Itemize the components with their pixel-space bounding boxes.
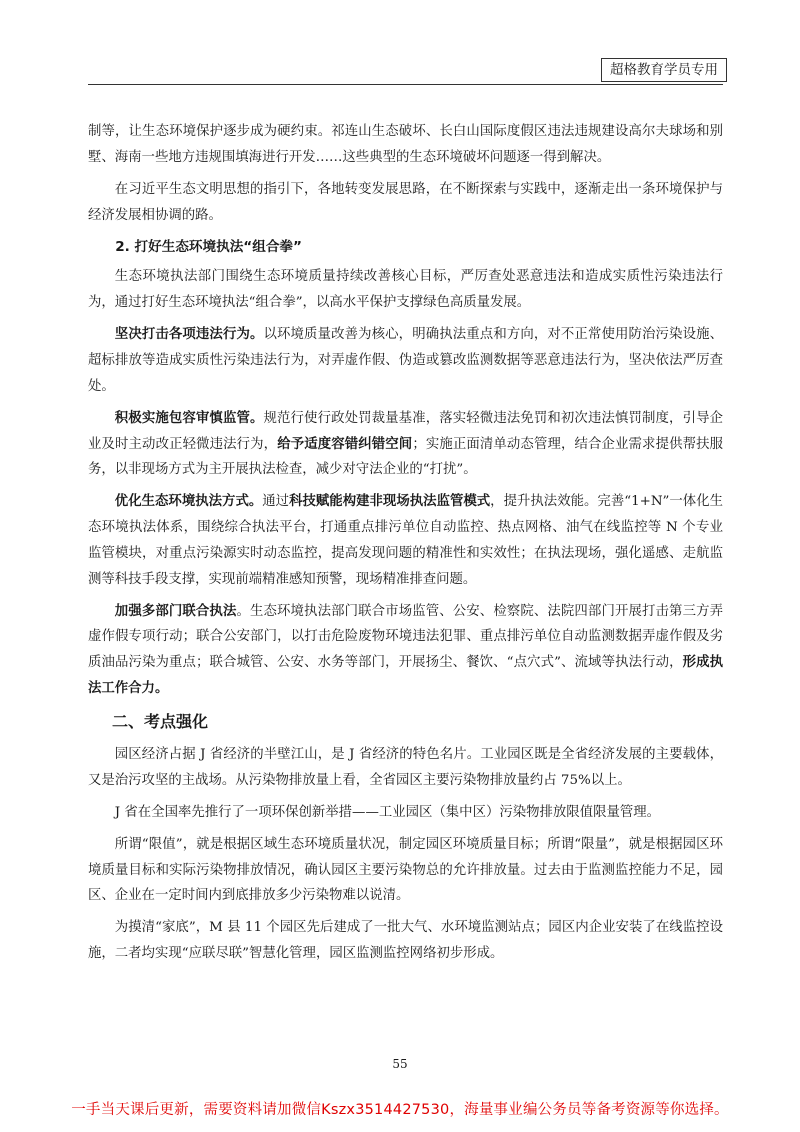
paragraph — [88, 406, 723, 483]
bold-lead: 坚决打击各项违法行为。 — [114, 327, 264, 343]
paragraph: 制等，让生态环境保护逐步成为硬约束。祁连山生态破坏、长白山国际度假区违法违规建设高尔夫球场和别墅、海南一些地方违规围填海进行开发……这些典型的生态环境破坏问题逐一得到解决。 — [88, 124, 723, 165]
paragraph: 生态环境执法部门围绕生态环境质量持续改善核心目标，严厉查处恶意违法和造成实质性污染违法行为，通过打好生态环境执法“组合拳”，以高水平保护支撑绿色高质量发展。 — [88, 269, 723, 311]
paragraph-text: 通过 — [262, 494, 290, 510]
paragraph-text: ，提升执法效能。完善“1+N”一体化生态环境执法体系，围绕综合执法平台，打通重点排污单位自动监控、热点网格、油气在线监控等 N 个专业监管模块，对重点污染源实时动态监控，提高发现问题的精准性和实效性；在执法现场，强化遥感、走航监测等科技手段支撑，实现前端精准感知预警，现场精准排查问题。 — [88, 494, 724, 587]
paragraph-text: ；实施正面清单动态管理，结合企业需求提供帮扶服务，以非现场方式为主开展执法检查，减少对守法企业的“打扰”。 — [88, 436, 724, 478]
part-heading: 二、考点强化 — [112, 712, 209, 732]
header-label: 超格教育学员专用 — [601, 58, 727, 82]
paragraph: 园区经济占据 J 省经济的半壁江山，是 J 省经济的特色名片。工业园区既是全省经济发展的主要载体，又是治污攻坚的主战场。从污染物排放量上看，全省园区主要污染物排放量约占 75%以上。 — [88, 747, 723, 788]
paragraph: 所谓“限值”，就是根据区域生态环境质量状况，制定园区环境质量目标；所谓“限量”，就是根据园区环境质量目标和实际污染物排放情况，确认园区主要污染物总的允许排放量。过去由于监测监控能力不足，园区、企业在一定时间内到底排放多少污染物难以说清。 — [88, 836, 723, 904]
paragraph: 为摸清“家底”，M 县 11 个园区先后建成了一批大气、水环境监测站点；园区内企业安装了在线监控设施，二者均实现“应联尽联”智慧化管理，园区监测监控网络初步形成。 — [88, 920, 723, 962]
paragraph — [88, 322, 723, 399]
bold-phrase: 科技赋能构建非现场执法监管模式 — [289, 494, 491, 510]
footer-note: 一手当天课后更新，需要资料请加微信Kszx3514427530，海量事业编公务员等备考资源等你选择。 — [71, 1102, 729, 1118]
paragraph-text: 以环境质量改善为核心，明确执法重点和方向，对不正常使用防治污染设施、超标排放等造成实质性污染违法行为，对弄虚作假、伪造或篡改监测数据等恶意违法行为，坚决依法严厉查处。 — [88, 327, 723, 394]
section-heading: 2. 打好生态环境执法“组合拳” — [115, 238, 302, 255]
bold-phrase: 形成执法工作合力。 — [88, 655, 723, 697]
bold-lead: 加强多部门联合执法 — [114, 603, 237, 619]
bold-lead: 优化生态环境执法方式。 — [114, 494, 263, 510]
page-number: 55 — [392, 1057, 408, 1071]
header-divider — [88, 84, 723, 85]
paragraph — [88, 489, 723, 592]
paragraph — [88, 599, 723, 702]
bold-lead: 积极实施包容审慎监管。 — [114, 410, 264, 426]
paragraph: 在习近平生态文明思想的指引下，各地转变发展思路，在不断探索与实践中，逐渐走出一条环境保护与经济发展相协调的路。 — [88, 181, 723, 223]
bold-phrase: 给予适度容错纠错空间 — [277, 436, 413, 452]
document-body — [88, 119, 723, 973]
paragraph-text: 。生态环境执法部门联合市场监管、公安、检察院、法院四部门开展打击第三方弄虚作假专项行动；联合公安部门，以打击危险废物环境违法犯罪、重点排污单位自动监测数据弄虚作假及劣质油品污染为重点；联合城管、公安、水务等部门，开展扬尘、餐饮、“点穴式”、流域等执法行动， — [88, 603, 724, 671]
paragraph-text: 规范行使行政处罚裁量基准，落实轻微违法免罚和初次违法慎罚制度，引导企业及时主动改正轻微违法行为， — [88, 410, 723, 452]
paragraph: J 省在全国率先推行了一项环保创新举措——工业园区（集中区）污染物排放限值限量管理。 — [114, 804, 661, 820]
